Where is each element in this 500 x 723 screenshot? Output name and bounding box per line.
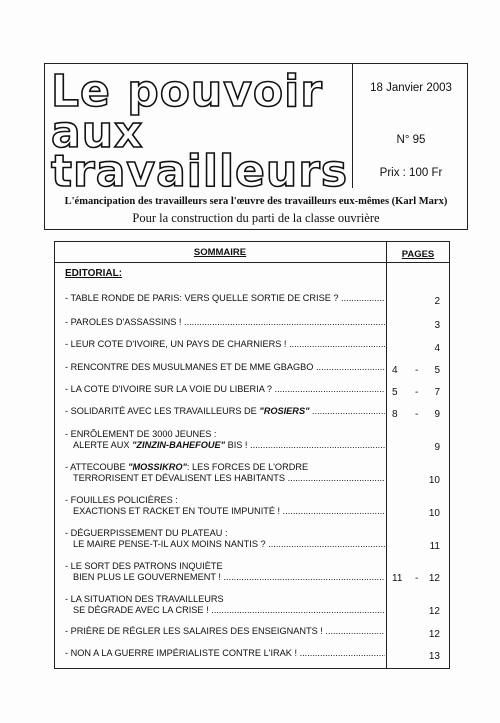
toc-entry[interactable]	[65, 594, 385, 616]
entry-line: - ENRÔLEMENT DE 3000 JEUNES :	[65, 429, 217, 439]
entry-emphasis: "MOSSIKRO"	[128, 462, 187, 472]
toc-entry[interactable]	[65, 362, 385, 373]
page-number: 11	[429, 541, 440, 552]
page-to: 12	[428, 573, 440, 584]
page-number: 4	[434, 343, 440, 354]
toc-entry[interactable]	[65, 384, 385, 395]
entry-line: SE DÉGRADE AVEC LA CRISE ! .....	[65, 605, 385, 616]
entry-line: - PRIÈRE DE RÉGLER LES SALAIRES DES ENSEIGNANTS ! .....	[65, 626, 385, 637]
newspaper-title-line-2: aux	[51, 107, 144, 158]
entry-line: - PAROLES D'ASSASSINS ! .....	[65, 317, 385, 328]
page-number: 10	[428, 508, 440, 519]
page-number: 12	[428, 606, 440, 617]
entry-line: - LA SITUATION DES TRAVAILLEURS	[65, 594, 224, 604]
entry-line: - LE SORT DES PATRONS INQUIÈTE	[65, 561, 223, 571]
newspaper-title-line-3: travailleurs	[51, 146, 349, 197]
entry-line: - LEUR COTE D'IVOIRE, UN PAYS DE CHARNIERS ! .....	[65, 339, 385, 350]
toc-entry[interactable]	[65, 317, 385, 328]
tagline: L'émancipation des travailleurs sera l'œuvre des travailleurs eux-mêmes (Karl Marx)	[64, 196, 448, 207]
entry-line: - LA COTE D'IVOIRE SUR LA VOIE DU LIBERIA ? .....	[65, 384, 385, 395]
entry-line: BIEN PLUS LE GOUVERNEMENT ! .....	[65, 572, 385, 583]
issue-price: Prix : 100 Fr	[379, 167, 443, 179]
entry-line: BIS !	[225, 440, 248, 450]
page-to: 5	[434, 365, 440, 376]
page-from: 8	[392, 409, 398, 420]
toc-entry[interactable]	[65, 462, 385, 484]
toc-entry[interactable]	[65, 561, 385, 583]
page-number: 2	[434, 296, 440, 307]
entry-emphasis: "ZINZIN-BAHEFOUE"	[132, 440, 226, 450]
page-number: 3	[434, 320, 440, 331]
entry-line: - NON A LA GUERRE IMPÉRIALISTE CONTRE L'IRAK ! .....	[65, 648, 385, 659]
subtitle: Pour la construction du parti de la classe ouvrière	[132, 211, 380, 225]
toc-heading: SOMMAIRE	[193, 247, 247, 258]
toc-entry[interactable]	[65, 495, 385, 517]
toc-entry[interactable]	[65, 626, 385, 637]
entry-line: - TABLE RONDE DE PARIS: VERS QUELLE SORTIE DE CRISE ? .....	[65, 293, 385, 304]
page-number: 10	[428, 475, 440, 486]
newspaper-title-line-1: Le pouvoir	[51, 66, 323, 117]
toc-entry[interactable]	[65, 406, 385, 417]
page-number: 13	[428, 651, 440, 662]
entry-line: - DÉGUERPISSEMENT DU PLATEAU :	[65, 528, 228, 538]
entry-line: - SOLIDARITÉ AVEC LES TRAVAILLEURS DE	[65, 406, 260, 416]
page-number: 9	[434, 442, 440, 453]
entry-line: ALERTE AUX	[73, 440, 133, 450]
entry-line: - RENCONTRE DES MUSULMANES ET DE MME GBAGBO .....	[65, 362, 385, 373]
page-from: 5	[392, 387, 398, 398]
masthead-divider	[352, 63, 353, 188]
page-number: 12	[428, 629, 440, 640]
toc-entry[interactable]	[65, 528, 385, 550]
entry-line: TERRORISENT ET DÉVALISENT LES HABITANTS .....	[65, 473, 385, 484]
entry-line: EXACTIONS ET RACKET EN TOUTE IMPUNITÉ ! .....	[65, 506, 385, 517]
issue-number: N° 95	[396, 134, 426, 146]
toc-header-separator	[54, 262, 450, 263]
entry-line: : LES FORCES DE L'ORDRE	[186, 462, 309, 472]
toc-entry[interactable]	[65, 648, 385, 659]
entry-line: - ATTECOUBE	[65, 462, 129, 472]
toc-entry[interactable]	[65, 339, 385, 350]
entry-line: - FOUILLES POLICIÈRES :	[65, 495, 178, 505]
page-from: 11	[392, 573, 403, 584]
entry-emphasis: "ROSIERS"	[259, 406, 310, 416]
page-to: 7	[434, 387, 440, 398]
section-editorial: EDITORIAL:	[65, 268, 123, 279]
pages-heading: PAGES	[401, 249, 435, 260]
page-from: 4	[392, 365, 398, 376]
issue-date: 18 Janvier 2003	[370, 82, 452, 94]
toc-entry[interactable]	[65, 293, 385, 304]
toc-column-separator	[386, 241, 387, 669]
entry-line: LE MAIRE PENSE-T-IL AUX MOINS NANTIS ? .....	[65, 539, 385, 550]
toc-entry[interactable]	[65, 429, 385, 451]
page-to: 9	[434, 409, 440, 420]
